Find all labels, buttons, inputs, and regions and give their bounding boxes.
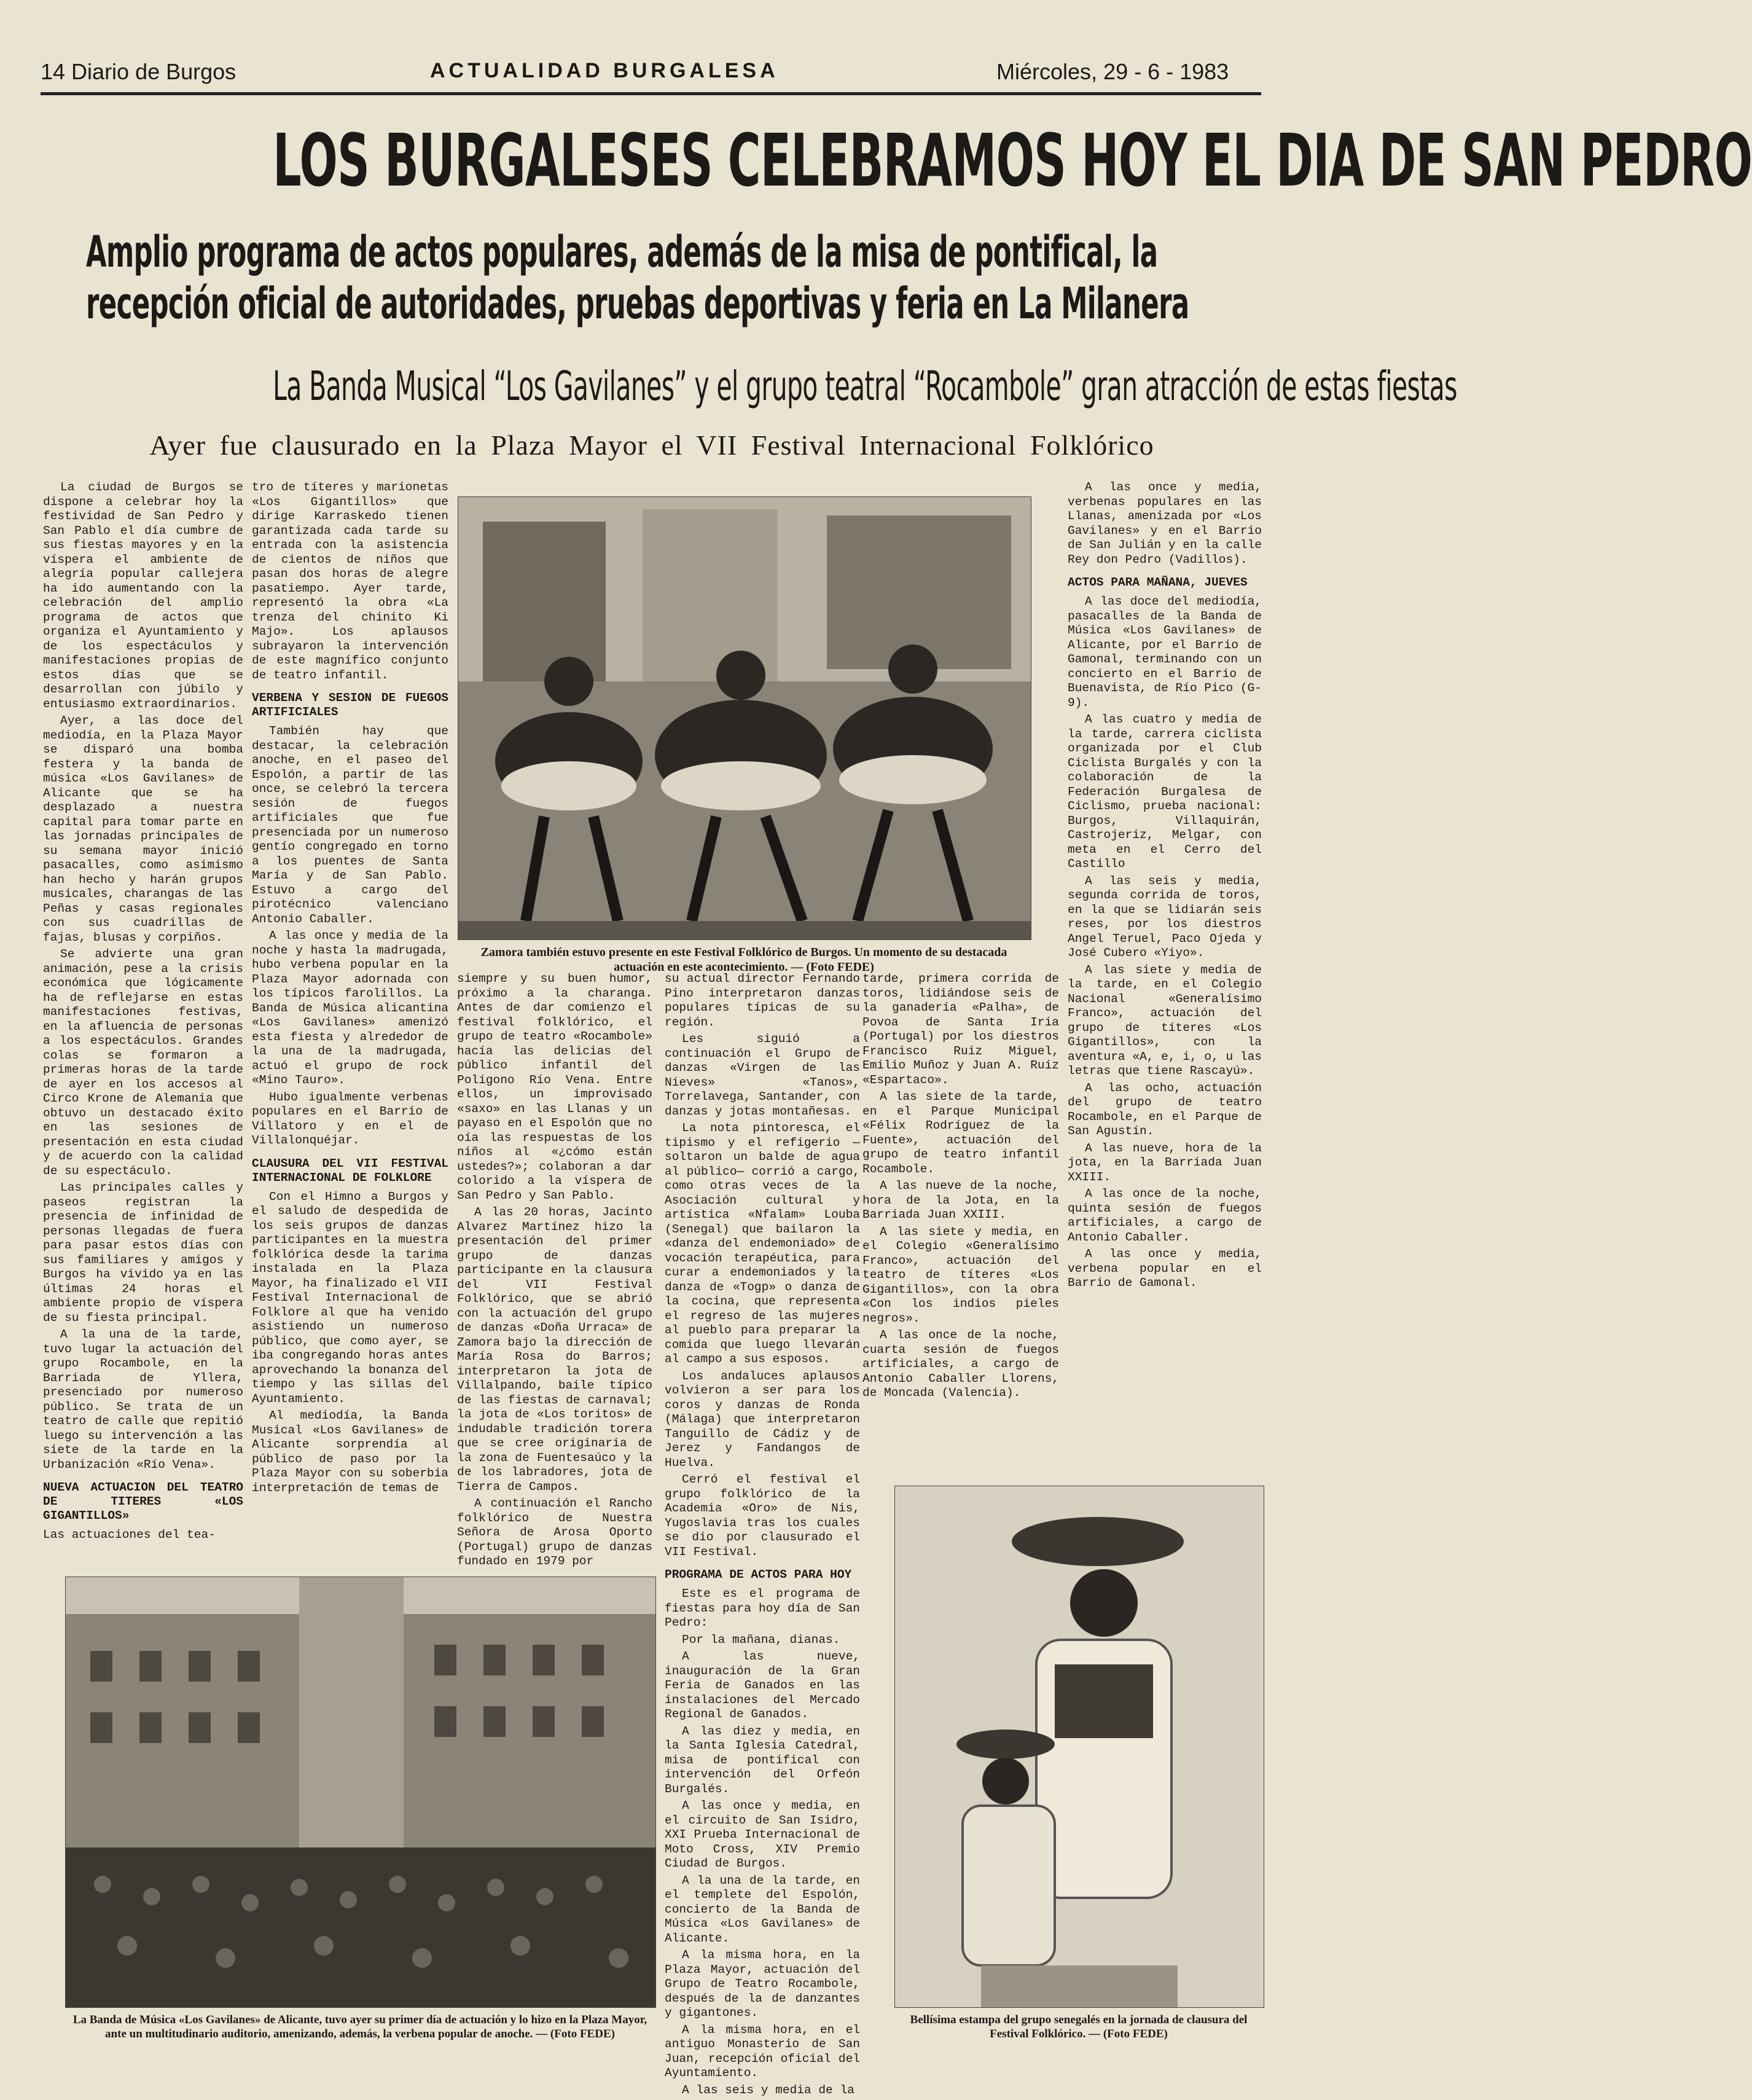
article-column-5 xyxy=(862,972,1059,1403)
subheading: CLAUSURA DEL VII FESTIVAL INTERNACIONAL DE FOLKLORE xyxy=(252,1156,448,1185)
photo-caption-1: Zamora también estuvo presente en este Festival Folklórico de Burgos. Un momento de su destacada actuación en este acontecimiento. — (Foto FEDE) xyxy=(480,946,1007,974)
paragraph: Los andaluces aplausos volvieron a ser para los coros y danzas de Ronda (Málaga) que interpretaron Tanguillo de Cádiz y de Jerez y Fandangos de Huelva. xyxy=(665,1369,860,1470)
photo-plaza-mayor-band xyxy=(65,1577,656,2008)
paragraph: tarde, primera corrida de toros, lidiándose seis de la ganadería «Palha», de Povoa de Santa Iria (Portugal) por los diestros Francisco Ruiz Miguel, Emilio Muñoz y Juan A. Ruiz «Espartaco». xyxy=(862,972,1059,1087)
paragraph: tro de títeres y marionetas «Los Gigantillos» que dirige Karraskedo tienen garantizada cada tarde su entrada con la asistencia de cientos de niños que pasan dos horas de alegre pasatiempo. Ayer tarde, representó la obra «La trenza del chinito Ki Majo». Los aplausos subrayaron la intervención de este magnífico conjunto de teatro infantil. xyxy=(252,480,448,682)
paragraph: A las once y media de la noche y hasta la madrugada, hubo verbena popular en la Plaza Mayor adornada con los típicos farolillos. La Banda de Música alicantina «Los Gavilanes» amenizó esta fiesta y alrededor de la una de la madrugada, actuó el grupo de rock «Mino Tauro». xyxy=(252,929,448,1087)
paragraph: Las actuaciones del tea- xyxy=(43,1528,216,1542)
issue-date: Miércoles, 29 - 6 - 1983 xyxy=(996,59,1229,84)
photo-senegal-group xyxy=(894,1486,1264,2008)
paragraph: A las nueve, inauguración de la Gran Feria de Ganados en las instalaciones del Mercado Regional de Ganados. xyxy=(665,1650,860,1721)
paragraph: A las siete y media de la tarde, en el Colegio Nacional «Generalísimo Franco», actuación del grupo de títeres «Los Gigantillos», con la aventura «A, e, i, o, u las letras que tiene Rascayú». xyxy=(1068,963,1262,1078)
paragraph: A las once y media, en el circuito de San Isidro, XXI Prueba Internacional de Moto Cross, XIV Premio Ciudad de Burgos. xyxy=(665,1799,860,1870)
main-headline: LOS BURGALESES CELEBRAMOS HOY EL DIA DE SAN PEDRO xyxy=(273,118,1752,203)
paragraph: A las once y media, verbena popular en el Barrio de Gamonal. xyxy=(1068,1247,1262,1290)
sub-headline: Amplio programa de actos populares, además de la misa de pontifical, la recepción oficial de autoridades, pruebas deportivas y feria en La Milanera xyxy=(86,227,1189,329)
paragraph: A la una de la tarde, tuvo lugar la actuación del grupo Rocambole, en la Barriada de Yllera, presenciado por numeroso público. Se trata de un teatro de calle que repitió luego su intervención a las siete de la tarde en la Urbanización «Río Vena». xyxy=(43,1328,243,1471)
paragraph: A las once de la noche, cuarta sesión de fuegos artificiales, a cargo de Antonio Caballer Llorens, de Moncada (Valencia). xyxy=(862,1328,1059,1400)
subheading: ACTOS PARA MAÑANA, JUEVES xyxy=(1068,576,1248,589)
paragraph: A las seis y media de la xyxy=(682,2083,854,2097)
photo-caption-2: La Banda de Música «Los Gavilanes» de Alicante, tuvo ayer su primer día de actuación y lo hizo en la Plaza Mayor, ante un multitudinario auditorio, amenizando, además, la verbena popular de anoche. — (Foto FEDE) xyxy=(72,2013,647,2040)
paragraph: Se advierte una gran animación, pese a la crisis económica que lógicamente ha de reflejarse en estas manifestaciones festivas, en la afluencia de personas a los espectáculos. Grandes colas se formaron a primeras horas de la tarde de ayer en los accesos al Circo Krone de Alemania que obtuvo un destacado éxito en las sesiones de presentación en esta ciudad y de acuerdo con la calidad de su espectáculo. xyxy=(43,947,243,1178)
paragraph: A las diez y media, en la Santa Iglesia Catedral, misa de pontifical con intervención del Orfeón Burgalés. xyxy=(665,1724,860,1796)
article-column-6 xyxy=(1068,480,1262,1293)
paragraph: Al mediodía, la Banda Musical «Los Gavilanes» de Alicante sorprendía al público de paso por la Plaza Mayor con su soberbia interpretación de temas de xyxy=(252,1409,448,1495)
article-column-3 xyxy=(457,972,652,1572)
paragraph: A las ocho, actuación del grupo de teatro Rocambole, en el Parque de San Agustín. xyxy=(1068,1081,1262,1138)
photo-zamora-dancers xyxy=(458,496,1031,940)
subheading: VERBENA Y SESION DE FUEGOS ARTIFICIALES xyxy=(252,691,448,719)
paragraph: Hubo igualmente verbenas populares en el Barrio de Villatoro y en el de Villalonquéjar. xyxy=(252,1090,448,1147)
deck-headline: Ayer fue clausurado en la Plaza Mayor el VII Festival Internacional Folklórico xyxy=(149,429,1154,461)
paragraph: A las siete y media, en el Colegio «Generalísimo Franco», actuación del teatro de títeres «Los Gigantillos», con la obra «Con los indios pieles negros». xyxy=(862,1224,1059,1325)
paragraph: A las seis y media, segunda corrida de toros, en la que se lidiarán seis reses, por los diestros Angel Teruel, Paco Ojeda y José Cubero «Yiyo». xyxy=(1068,874,1262,960)
dancers-image xyxy=(458,497,1031,939)
page-label: 14 Diario de Burgos xyxy=(41,59,237,84)
article-column-2 xyxy=(252,480,448,1498)
header-rule xyxy=(41,92,1261,95)
paragraph: A las once y media, verbenas populares en las Llanas, amenizada por «Los Gavilanes» y en el Barrio de San Julián y en la calle Rey don Pedro (Vadillos). xyxy=(1068,480,1262,566)
paragraph: Con el Himno a Burgos y el saludo de despedida de los seis grupos de danzas participantes en la muestra folklórica desde la tarima instalada en la Plaza Mayor, ha finalizado el VII Festival Internacional de Folklore al que ha venido asistiendo un numeroso público, que como ayer, se iba congregando horas antes aprovechando la bonanza del tiempo y las sillas del Ayuntamiento. xyxy=(252,1189,448,1406)
paragraph: A las nueve de la noche, hora de la Jota, en la Barriada Juan XXIII. xyxy=(862,1179,1059,1221)
article-column-4 xyxy=(665,972,860,2100)
article-column-1 xyxy=(43,480,243,1545)
subheading: PROGRAMA DE ACTOS PARA HOY xyxy=(665,1568,852,1581)
paragraph: A las once de la noche, quinta sesión de fuegos artificiales, a cargo de Antonio Caballer. xyxy=(1068,1187,1262,1244)
paragraph: La ciudad de Burgos se dispone a celebrar hoy la festividad de San Pedro y San Pablo el día cumbre de sus fiestas mayores y en la víspera el ambiente de alegría popular callejera ha ido aumentando con la celebración del amplio programa de actos que organiza el Ayuntamiento y de los espectáculos y manifestaciones propias de estos días que se desarrollan con júbilo y entusiasmo extraordinarios. xyxy=(43,480,243,711)
paragraph: Les siguió a continuación el Grupo de danzas «Virgen de las Nieves» «Tanos», Torrelavega, Santander, con danzas y jotas montañesas. xyxy=(665,1032,860,1118)
paragraph: Cerró el festival el grupo folklórico de la Academia «Oro» de Nis, Yugoslavia tras los cuales se dio por clausurado el VII Festival. xyxy=(665,1473,860,1559)
subheading: NUEVA ACTUACION DEL TEATRO DE TITERES «LOS GIGANTILLOS» xyxy=(43,1481,243,1522)
paragraph: A las 20 horas, Jacinto Alvarez Martínez hizo la presentación del primer grupo de danzas participante en la clausura del VII Festival Folklórico, que se abrió con la actuación del grupo de danzas «Doña Urraca» de Zamora bajo la dirección de María Rosa do Barros; interpretaron la jota de Villalpando, baile típico de las fiestas de carnaval; la jota de «Los toritos» de indudable tradición torera que se cree originaria de la zona de Fuentesaúco y la de los labradores, jota de Tierra de Campos. xyxy=(457,1205,652,1494)
plaza-image xyxy=(66,1577,655,2007)
paragraph: A las doce del mediodía, pasacalles de la Banda de Música «Los Gavilanes» de Alicante, por el Barrio de Gamonal, terminando con un concierto en el Barrio de Buenavista, de Río Pico (G-9). xyxy=(1068,595,1262,710)
paragraph: A las siete de la tarde, en el Parque Municipal «Félix Rodríguez de la Fuente», actuación del grupo de teatro infantil Rocambole. xyxy=(862,1090,1059,1176)
paragraph: A la misma hora, en el antiguo Monasterio de San Juan, recepción oficial del Ayuntamiento. xyxy=(665,2023,860,2080)
photo-caption-3: Bellísima estampa del grupo senegalés en la jornada de clausura del Festival Folklórico. — (Foto FEDE) xyxy=(910,2013,1248,2040)
paragraph: También hay que destacar, la celebración anoche, en el paseo del Espolón, a partir de las once, se celebró la tercera sesión de fuegos artificiales que fue presenciada por un numeroso gentío congregado en torno a los puentes de Santa María y de San Pablo. Estuvo a cargo del pirotécnico valenciano Antonio Caballer. xyxy=(252,724,448,926)
paragraph: A la una de la tarde, en el templete del Espolón, concierto de la Banda de Música «Los Gavilanes» de Alicante. xyxy=(665,1873,860,1945)
paragraph: siempre y su buen humor, próximo a la charanga. Antes de dar comienzo el festival folklórico, el grupo de teatro «Rocambole» hacía las delicias del público infantil del Polígono Río Vena. Entre ellos, un improvisado «saxo» en las Llanas y un payaso en el Espolón que no oía las respuestas de los niños al «¿cómo están ustedes?»; colaboran a dar colorido a la víspera de San Pedro y San Pablo. xyxy=(457,972,652,1202)
paragraph: A continuación el Rancho folklórico de Nuestra Señora de Arosa Oporto (Portugal) grupo de danzas fundado en 1979 por xyxy=(457,1497,652,1568)
paragraph: Por la mañana, dianas. xyxy=(682,1632,840,1647)
paragraph: A la misma hora, en la Plaza Mayor, actuación del Grupo de Teatro Rocambole, después de la de danzantes y gigantones. xyxy=(665,1948,860,2020)
paragraph: Este es el programa de fiestas para hoy día de San Pedro: xyxy=(665,1587,860,1629)
section-title: ACTUALIDAD BURGALESA xyxy=(430,59,779,82)
paragraph: A las cuatro y media de la tarde, carrera ciclista organizada por el Club Ciclista Burgalés y con la colaboración de la Federación Burgalesa de Ciclismo, prueba nacional: Burgos, Villaquirán, Castrojeriz, Melgar, con meta en el Cerro del Castillo xyxy=(1068,713,1262,871)
kicker-headline: La Banda Musical “Los Gavilanes” y el grupo teatral “Rocambole” gran atracción de estas fiestas xyxy=(273,362,1457,410)
senegal-image xyxy=(895,1486,1264,2007)
paragraph: Ayer, a las doce del mediodía, en la Plaza Mayor se disparó una bomba festera y la banda de música «Los Gavilanes» de Alicante que se ha desplazado a nuestra capital para tomar parte en las jornadas principales de su semana mayor inició pasacalles, como asimismo han hecho y harán grupos musicales, charangas de las Peñas y casas regionales con sus cuadrillas de fajas, blusas y corpiños. xyxy=(43,714,243,944)
paragraph: Las principales calles y paseos registran la presencia de infinidad de personas llegadas de fuera para pasar estos días con sus familiares y amigos y Burgos ha vivido ya en las últimas 24 horas el ambiente propio de víspera de su fiesta principal. xyxy=(43,1181,243,1325)
paragraph: A las nueve, hora de la jota, en la Barriada Juan XXIII. xyxy=(1068,1141,1262,1184)
paragraph: su actual director Fernando Pino interpretaron danzas populares típicas de su región. xyxy=(665,972,860,1029)
paragraph: La nota pintoresca, el tipismo y el refigerio —soltaron un balde de agua al público— corrió a cargo, como otras veces de la Asociación cultural y artística «Nfalam» Louba (Senegal) que bailaron la «danza del endemoniado» de vocación terapéutica, para curar a endemoniados y la danza de «Togp» o danza de la cocina, que representa el regreso de las mujeres al pueblo para preparar la comida que luego llevarán al campo a sus esposos. xyxy=(665,1121,860,1366)
